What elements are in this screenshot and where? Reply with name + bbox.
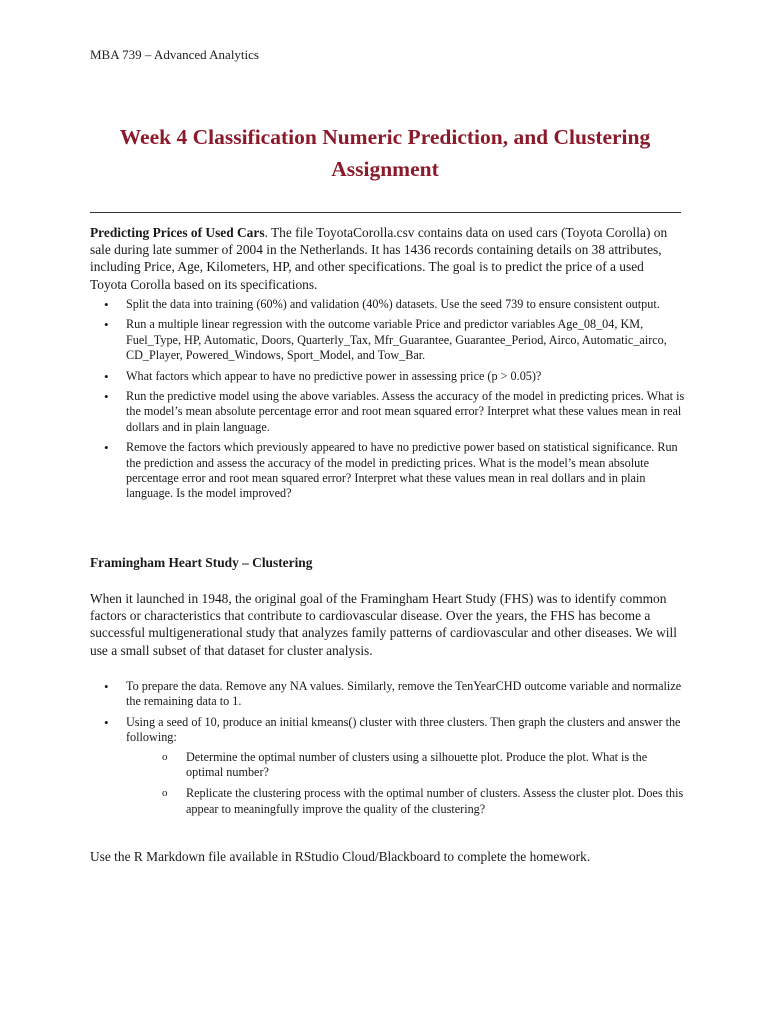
title-divider: [90, 212, 681, 213]
section1-intro-text: . The file ToyotaCorolla.csv contains data on used cars (Toyota Corolla) on sale during late summer of 2004 in the Netherlands. It has 1436 records containing details on 38 attributes, including Price, Age, Kilometers, HP, and other specifications. The goal is to predict the price of a used Toyota Corolla based on its specifications.: [90, 225, 668, 292]
list-item: • To prepare the data. Remove any NA values. Similarly, remove the TenYearCHD outcome variable and normalize the remaining data to 1.: [90, 679, 686, 710]
section1-intro: [90, 224, 682, 293]
list-item: [90, 715, 686, 817]
course-header: MBA 739 – Advanced Analytics: [90, 47, 259, 62]
list-item: • What factors which appear to have no predictive power in assessing price (p > 0.05)?: [90, 369, 686, 384]
sub-list-item: o Replicate the clustering process with the optimal number of clusters. Assess the cluster plot. Does this appear to meaningfully improve the quality of the clustering?: [150, 786, 686, 817]
section1-lead: Predicting Prices of Used Cars: [90, 225, 265, 240]
list-item: • Run the predictive model using the above variables. Assess the accuracy of the model in predicting prices. What is the model’s mean absolute percentage error and root mean squared error? Interpret what these values mean in real dollars and in plain language.: [90, 389, 686, 435]
list-item: • Split the data into training (60%) and validation (40%) datasets. Use the seed 739 to ensure consistent output.: [90, 297, 686, 312]
section1-bullet-list: [90, 297, 686, 507]
list-item: • Run a multiple linear regression with the outcome variable Price and predictor variables Age_08_04, KM, Fuel_Type, HP, Automatic, Doors, Quarterly_Tax, Mfr_Guarantee, Guarantee_Period, Airco, Automatic_airco, CD_Player, Powered_Windows, Sport_Model, and Tow_Bar.: [90, 317, 686, 363]
sub-list-item: o Determine the optimal number of clusters using a silhouette plot. Produce the plot. What is the optimal number?: [150, 750, 686, 781]
section2-bullet-list: [90, 679, 686, 823]
sub-bullet-list: [126, 750, 686, 818]
title-line-1: Week 4 Classification Numeric Prediction, and Clustering: [119, 125, 651, 149]
section2-heading: Framingham Heart Study – Clustering: [90, 555, 313, 570]
list-item-text: Using a seed of 10, produce an initial kmeans() cluster with three clusters. Then graph the clusters and answer the following:: [126, 714, 681, 745]
title-line-2: Assignment: [331, 157, 439, 181]
footer-note: Use the R Markdown file available in RStudio Cloud/Blackboard to complete the homework.: [90, 849, 591, 864]
list-item: • Remove the factors which previously appeared to have no predictive power based on statistical significance. Run the prediction and assess the accuracy of the model in predicting prices. What is the model’s mean absolute percentage error and root mean squared error? Interpret what these values mean in real dollars and in plain language. Is the model improved?: [90, 440, 686, 502]
page-title: [90, 121, 680, 185]
section2-intro: When it launched in 1948, the original goal of the Framingham Heart Study (FHS) was to identify common factors or characteristics that contribute to cardiovascular disease. Over the years, the FHS has become a successful multigenerational study that analyzes family patterns of cardiovascular and other diseases. We will use a small subset of that dataset for cluster analysis.: [90, 591, 677, 658]
